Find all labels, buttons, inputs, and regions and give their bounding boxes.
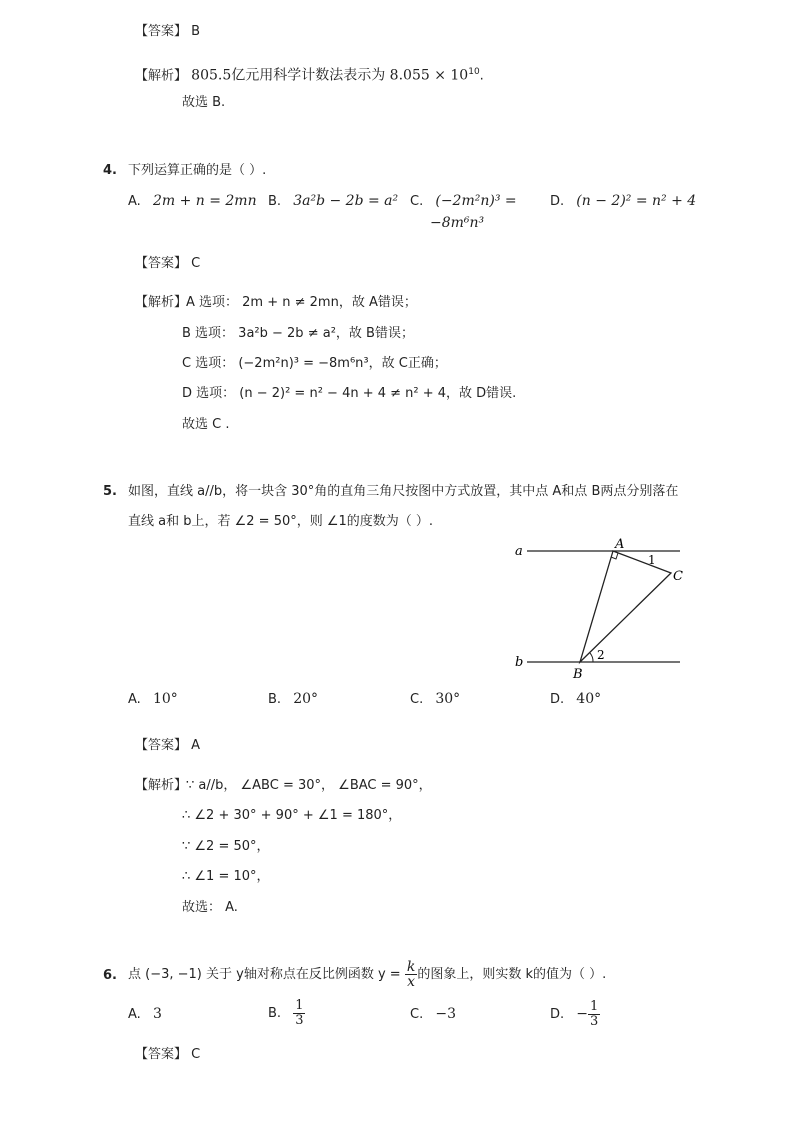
q5-option-b [268, 690, 318, 709]
option-text: 20° [293, 691, 319, 707]
option-text: 2m + n = 2mn [152, 193, 257, 209]
q4-option-d [550, 192, 696, 211]
answer-value: C [191, 1047, 201, 1062]
option-text: −3 [435, 1006, 456, 1022]
option-label: B. [268, 692, 282, 707]
q4-option-c-line2: −8m⁶n³ [430, 215, 485, 231]
q3-analysis [135, 63, 484, 85]
fraction-denominator: x [407, 974, 416, 990]
label-angle-1: 1 [648, 553, 656, 567]
option-fraction [588, 1000, 600, 1029]
option-fraction [293, 999, 305, 1028]
answer-value: A [191, 738, 201, 753]
answer-label: 【答案】 [135, 738, 188, 753]
q6-option-b [268, 998, 305, 1030]
answer-value: B [191, 24, 201, 39]
q5-number: 5. [103, 484, 117, 499]
stem-pre: 点 (−3, −1) 关于 y轴对称点在反比例函数 y = [128, 967, 401, 982]
q4-option-b [268, 192, 398, 211]
option-text: 10° [152, 691, 178, 707]
option-sign: − [576, 1006, 589, 1022]
stem-post: 的图象上，则实数 k的值为（ ）. [417, 967, 607, 982]
answer-label: 【答案】 [135, 1047, 188, 1062]
angle-2-arc [590, 653, 593, 662]
option-text: 40° [576, 691, 602, 707]
q6-option-d [550, 998, 600, 1031]
option-label: D. [550, 1007, 565, 1022]
q5-stem-line2: 直线 a和 b上，若 ∠2 = 50°，则 ∠1的度数为（ ）. [128, 514, 434, 529]
answer-label: 【答案】 [135, 24, 188, 39]
q5-analysis-line: 故选： A. [182, 900, 238, 915]
option-text-line1: (−2m²n)³ = [435, 193, 517, 209]
option-label: B. [268, 194, 282, 209]
q4-analysis-label: 【解析】 [135, 295, 188, 310]
q4-option-c [410, 192, 517, 211]
q6-option-c [410, 998, 456, 1031]
q5-option-c [410, 690, 460, 709]
option-label: C. [410, 194, 424, 209]
triangle-abc [580, 551, 671, 662]
option-label: B. [268, 1006, 282, 1021]
q4-analysis-line: D 选项： (n − 2)² = n² − 4n + 4 ≠ n² + 4，故 D错误. [182, 386, 517, 401]
q4-option-a [128, 192, 257, 211]
q5-answer [135, 737, 200, 755]
q5-option-d [550, 690, 601, 709]
q5-analysis-line: ∴ ∠1 = 10°， [182, 869, 270, 884]
option-label: A. [128, 1007, 141, 1022]
fraction-numerator: k [406, 959, 416, 975]
q4-number: 4. [103, 163, 117, 178]
fraction-denominator: 3 [590, 1014, 599, 1029]
q5-stem-line1: 如图，直线 a//b，将一块含 30°角的直角三角尺按图中方式放置，其中点 A和点 B两点分别落在 [128, 484, 679, 499]
option-label: C. [410, 1007, 424, 1022]
q6-answer [135, 1046, 200, 1064]
q4-analysis-line: 故选 C . [182, 417, 230, 432]
q4-answer [135, 255, 200, 273]
q6-stem [128, 958, 606, 992]
option-label: D. [550, 692, 565, 707]
analysis-exponent: 10 [468, 67, 480, 77]
q5-analysis-label: 【解析】 [135, 778, 188, 793]
option-label: A. [128, 692, 141, 707]
label-angle-2: 2 [597, 648, 605, 662]
option-label: A. [128, 194, 141, 209]
q4-analysis-line: B 选项： 3a²b − 2b ≠ a²，故 B错误； [182, 326, 414, 341]
option-label: D. [550, 194, 565, 209]
q3-conclusion: 故选 B. [182, 95, 226, 110]
analysis-text: 805.5亿元用科学计数法表示为 8.055 × 10 [191, 67, 469, 84]
analysis-label: 【解析】 [135, 68, 188, 84]
q4-stem: 下列运算正确的是（ ）. [128, 163, 267, 178]
analysis-end: . [479, 68, 484, 84]
fraction-numerator: 1 [295, 998, 304, 1013]
q5-analysis-line: ∵ ∠2 = 50°， [182, 839, 270, 854]
label-B: B [573, 667, 583, 682]
option-text: (n − 2)² = n² + 4 [576, 193, 697, 209]
q6-number: 6. [103, 968, 117, 983]
option-text: 3 [152, 1006, 162, 1022]
answer-value: C [191, 256, 201, 271]
q5-option-a [128, 690, 178, 709]
q3-answer [135, 23, 200, 41]
q6-option-a [128, 998, 162, 1031]
option-text: 30° [435, 691, 461, 707]
answer-label: 【答案】 [135, 256, 188, 271]
q5-geometry-figure [505, 535, 695, 685]
q4-analysis-line: A 选项： 2m + n ≠ 2mn，故 A错误； [186, 295, 417, 310]
fraction-denominator: 3 [295, 1013, 304, 1028]
q5-analysis-line: ∴ ∠2 + 30° + 90° + ∠1 = 180°， [182, 808, 402, 823]
label-A: A [615, 537, 625, 552]
option-text: 3a²b − 2b = a² [293, 193, 399, 209]
label-a: a [515, 544, 523, 559]
q5-analysis-line: ∵ a//b， ∠ABC = 30°， ∠BAC = 90°， [186, 778, 432, 793]
stem-fraction [405, 960, 417, 989]
fraction-numerator: 1 [590, 999, 599, 1014]
option-label: C. [410, 692, 424, 707]
label-C: C [673, 569, 683, 584]
label-b: b [515, 655, 524, 670]
q4-analysis-line: C 选项： (−2m²n)³ = −8m⁶n³，故 C正确； [182, 356, 447, 371]
